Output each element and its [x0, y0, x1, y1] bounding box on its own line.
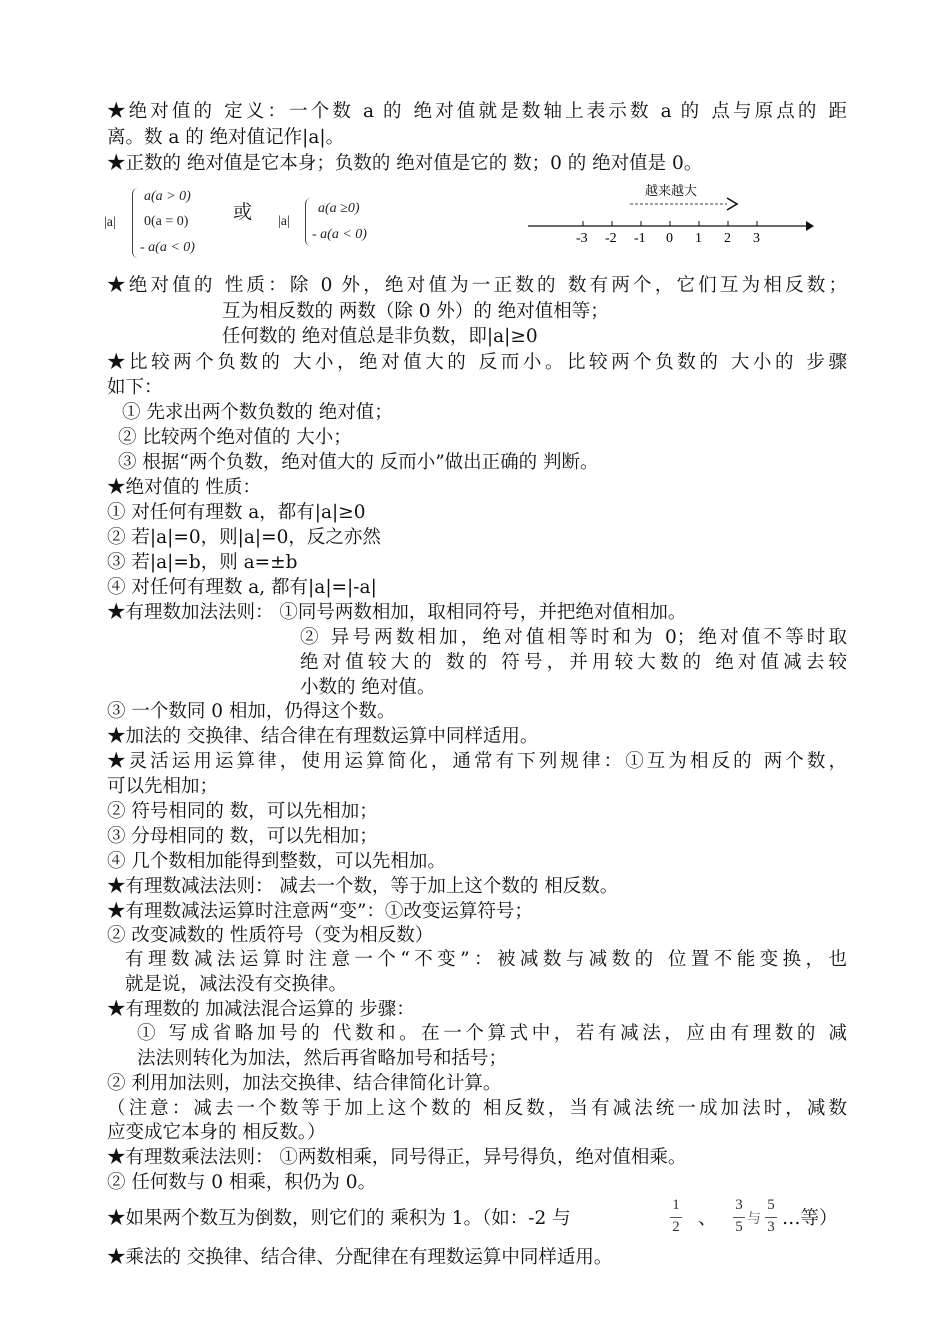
formula-case-positive: a(a > 0) [144, 189, 191, 204]
text-line: ★有理数的 加减法混合运算的 步骤： [107, 999, 415, 1020]
text-line: ② 若|a|=0，则|a|=0，反之亦然 [107, 527, 381, 548]
formula-case-nonneg: a(a ≥0) [318, 201, 360, 216]
fraction-numerator: 5 [767, 1197, 775, 1213]
text-line: ② 任何数与 0 相乘，积仍为 0。 [107, 1172, 377, 1193]
text-line: 离。数 a 的 绝对值记作|a|。 [107, 127, 345, 148]
text-line: ③ 根据“两个负数，绝对值大的 反而小”做出正确的 判断。 [118, 452, 599, 473]
text-line: ① 写成省略加号的 代数和。在一个算式中，若有减法，应由有理数的 减 [137, 1023, 847, 1044]
text-line: ④ 几个数相加能得到整数，可以先相加。 [107, 851, 446, 872]
text-line: 与 [747, 1211, 761, 1227]
text-line: ② 异号两数相加，绝对值相等时和为 0；绝对值不等时取 [300, 627, 847, 648]
tick-label: 1 [695, 231, 702, 246]
fraction-denominator: 3 [767, 1219, 775, 1235]
fraction-bar [765, 1217, 777, 1218]
text-line: ④ 对任何有理数 a, 都有|a|=|-a| [107, 577, 377, 598]
formula-case-neg-2: - a(a < 0) [312, 227, 367, 242]
text-line: 法法则转化为加法，然后再省略加号和括号； [137, 1048, 508, 1069]
text-line: ① 对任何有理数 a，都有|a|≥0 [107, 502, 366, 523]
text-line: ③ 若|a|=b，则 a=±b [107, 552, 298, 573]
text-line: ③ 一个数同 0 相加，仍得这个数。 [107, 701, 396, 722]
tick-label: -2 [605, 231, 617, 246]
text-line: 小数的 绝对值。 [300, 677, 436, 698]
text-line: ② 比较两个绝对值的 大小； [118, 427, 352, 448]
formula-or: 或 [233, 201, 253, 223]
increase-arrow-head [727, 198, 737, 210]
text-line: ③ 分母相同的 数，可以先相加； [107, 826, 378, 847]
text-line: ★绝对值的 性质： [107, 477, 261, 498]
fraction-denominator: 2 [672, 1219, 680, 1235]
tick-label: -3 [576, 231, 588, 246]
text-line: 应变成它本身的 相反数。） [107, 1122, 326, 1143]
text-line: ② 符号相同的 数，可以先相加； [107, 801, 378, 822]
tick-label: 0 [666, 231, 673, 246]
fraction-bar [733, 1217, 745, 1218]
formula-brace-2 [305, 198, 312, 246]
text-line: （注意：减去一个数等于加上这个数的 相反数，当有减法统一成加法时，减数 [107, 1098, 847, 1119]
text-line: ★加法的 交换律、结合律在有理数运算中同样适用。 [107, 726, 539, 747]
text-line: ② 改变减数的 性质符号（变为相反数） [107, 925, 434, 946]
formula-case-negative: - a(a < 0) [140, 240, 195, 255]
text-line: …等） [782, 1208, 838, 1229]
tick-label: -1 [634, 231, 646, 246]
text-line: 、 [698, 1208, 717, 1229]
tick-label: 2 [724, 231, 731, 246]
formula-abs-label: |a| [104, 215, 116, 230]
text-line: ★有理数加法法则： ①同号两数相加，取相同符号，并把绝对值相加。 [107, 602, 687, 623]
text-line: ★有理数减法运算时注意两“变”：①改变运算符号； [107, 901, 533, 922]
text-line: 有理数减法运算时注意一个“不变”：被减数与减数的 位置不能变换，也 [125, 949, 847, 970]
axis-arrow-icon [806, 221, 814, 231]
text-line: ① 先求出两个数负数的 绝对值； [122, 402, 393, 423]
text-line: ★如果两个数互为倒数，则它们的 乘积为 1。（如：-2 与 [107, 1208, 571, 1229]
text-line: ★灵活运用运算律，使用运算简化，通常有下列规律：①互为相反的 两个数， [107, 751, 847, 772]
number-line-label: 越来越大 [645, 184, 698, 199]
text-line: ★有理数乘法法则： ①两数相乘，同号得正，异号得负，绝对值相乘。 [107, 1147, 687, 1168]
formula-brace [132, 188, 139, 258]
text-line: ★比较两个负数的 大小，绝对值大的 反而小。比较两个负数的 大小的 步骤 [107, 352, 847, 373]
text-line: ★绝对值的 定义：一个数 a 的 绝对值就是数轴上表示数 a 的 点与原点的 距 [107, 101, 847, 122]
text-line: ★乘法的 交换律、结合律、分配律在有理数运算中同样适用。 [107, 1247, 613, 1268]
text-line: ★有理数减法法则： 减去一个数，等于加上这个数的 相反数。 [107, 876, 619, 897]
number-line-svg [520, 188, 820, 258]
text-line: 互为相反数的 两数（除 0 外）的 绝对值相等； [222, 301, 609, 322]
fraction-bar [670, 1217, 682, 1218]
fraction-denominator: 5 [735, 1219, 743, 1235]
tick-label: 3 [753, 231, 760, 246]
text-line: ★绝对值的 性质：除 0 外，绝对值为一正数的 数有两个，它们互为相反数； [107, 275, 847, 296]
fraction-numerator: 3 [735, 1197, 743, 1213]
formula-case-zero: 0(a = 0) [144, 214, 189, 229]
text-line: 可以先相加； [107, 776, 219, 797]
text-line: ★正数的 绝对值是它本身；负数的 绝对值是它的 数；0 的 绝对值是 0。 [107, 153, 703, 174]
fraction-numerator: 1 [672, 1197, 680, 1213]
text-line: 绝对值较大的 数的 符号，并用较大数的 绝对值减去较 [300, 652, 847, 673]
text-line: 就是说，减法没有交换律。 [125, 974, 348, 995]
text-line: ② 利用加法则，加法交换律、结合律简化计算。 [107, 1073, 502, 1094]
formula-abs-label-2: |a| [278, 214, 290, 229]
text-line: 任何数的 绝对值总是非负数，即|a|≥0 [222, 326, 538, 347]
text-line: 如下： [107, 377, 163, 398]
